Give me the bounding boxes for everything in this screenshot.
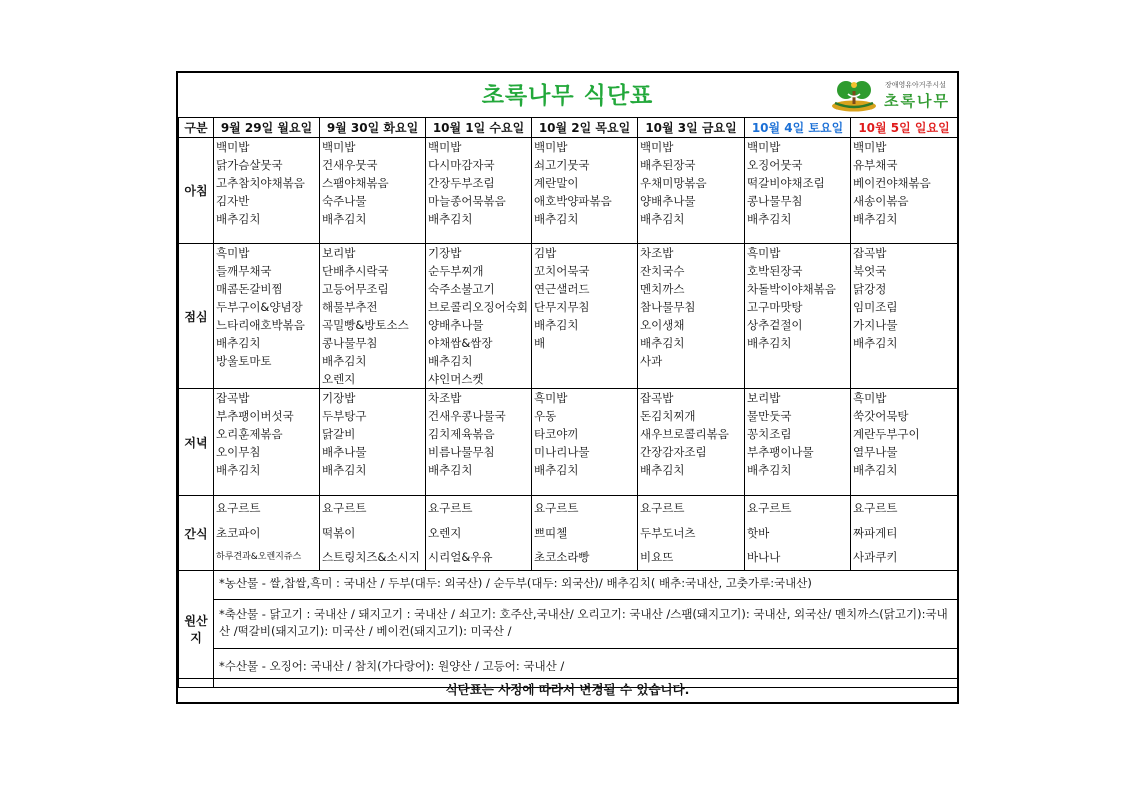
- menu-item: 흑미밥: [853, 391, 887, 405]
- origin-info: [214, 571, 958, 688]
- menu-item: 호박된장국: [747, 264, 803, 278]
- menu-item: 마늘종어묵볶음: [428, 194, 506, 208]
- menu-cell: [532, 244, 638, 389]
- menu-item: 시리얼&우유: [428, 550, 493, 565]
- menu-item: 쁘띠첼: [534, 525, 568, 540]
- tree-logo-icon: [829, 77, 879, 113]
- menu-item: 북엇국: [853, 264, 887, 278]
- origin-livestock: *축산물 - 닭고기 : 국내산 / 돼지고기 : 국내산 / 쇠고기: 호주산,국내산/ 오리고기: 국내산 /스팸(돼지고기): 국내산, 외국산/ 멘치까스(닭고기):국내산 /떡갈비(돼지고기): 미국산 / 베이컨(돼지고기): 미국산 /: [214, 599, 957, 648]
- day-header: 9월 30일 화요일: [320, 118, 426, 138]
- menu-item: 곡밀빵&방토소스: [322, 318, 409, 332]
- menu-item: 흑미밥: [216, 246, 250, 260]
- menu-item: 애호박양파볶음: [534, 194, 612, 208]
- page-title: 초록나무 식단표: [481, 83, 654, 109]
- menu-item: 배추김치: [853, 336, 898, 350]
- menu-cell: [851, 496, 958, 571]
- meal-row: [179, 389, 958, 496]
- menu-cell: [214, 389, 320, 496]
- logo: [829, 77, 953, 113]
- menu-item: 흑미밥: [747, 246, 781, 260]
- menu-item: 잡곡밥: [853, 246, 887, 260]
- menu-item: 핫바: [747, 525, 770, 540]
- meal-label: 저녁: [179, 389, 214, 496]
- logo-name: 초록나무: [884, 92, 950, 110]
- menu-cell: [745, 496, 851, 571]
- menu-item: 요구르트: [853, 501, 898, 515]
- meal-row: [179, 138, 958, 244]
- menu-item: 오이생채: [640, 318, 685, 332]
- menu-item: 연근샐러드: [534, 282, 590, 296]
- menu-item: 차조밥: [428, 391, 462, 405]
- menu-item: 배추김치: [853, 463, 898, 477]
- menu-item: 부추팽이버섯국: [216, 409, 294, 423]
- menu-item: 양배추나물: [640, 194, 696, 208]
- menu-item: 콩나물무침: [322, 336, 378, 350]
- day-header: 10월 2일 목요일: [532, 118, 638, 138]
- menu-item: 김치제육볶음: [428, 427, 495, 441]
- menu-item: 스팸야채볶음: [322, 176, 389, 190]
- menu-cell: [851, 389, 958, 496]
- menu-item: 사과쿠키: [853, 550, 898, 565]
- menu-item: 백미밥: [428, 140, 462, 154]
- menu-item: 백미밥: [853, 140, 887, 154]
- menu-item: 배추김치: [322, 463, 367, 477]
- menu-item: 다시마감자국: [428, 158, 495, 172]
- menu-item: 흑미밥: [534, 391, 568, 405]
- day-header: 10월 1일 수요일: [426, 118, 532, 138]
- menu-item: 배추김치: [534, 463, 579, 477]
- menu-cell: [851, 244, 958, 389]
- menu-item: 배추김치: [428, 212, 473, 226]
- menu-item: 참나물무침: [640, 300, 696, 314]
- menu-item: 하루견과&오렌지쥬스: [216, 552, 302, 563]
- menu-item: 가지나물: [853, 318, 898, 332]
- title-row: [178, 73, 957, 118]
- menu-item: 해물부추전: [322, 300, 378, 314]
- menu-item: 닭강정: [853, 282, 887, 296]
- menu-item: 백미밥: [322, 140, 356, 154]
- menu-item: 기장밥: [322, 391, 356, 405]
- origin-label: 원산지: [179, 571, 214, 688]
- menu-item: 닭가슴살뭇국: [216, 158, 283, 172]
- menu-item: 오리훈제볶음: [216, 427, 283, 441]
- menu-item: 잡곡밥: [640, 391, 674, 405]
- menu-item: 야채쌈&쌈장: [428, 336, 493, 350]
- menu-item: 부추팽이나물: [747, 445, 814, 459]
- menu-item: 떡갈비야채조림: [747, 176, 825, 190]
- meal-row: [179, 244, 958, 389]
- menu-item: 바나나: [747, 550, 781, 565]
- menu-cell: [532, 389, 638, 496]
- corner-label: 구분: [179, 118, 214, 138]
- menu-item: 백미밥: [534, 140, 568, 154]
- menu-item: 요구르트: [322, 501, 367, 515]
- day-header: 10월 4일 토요일: [745, 118, 851, 138]
- menu-item: 보리밥: [322, 246, 356, 260]
- menu-item: 배추김치: [640, 463, 685, 477]
- menu-cell: [638, 244, 745, 389]
- menu-item: 김자반: [216, 194, 250, 208]
- menu-item: 오징어뭇국: [747, 158, 803, 172]
- menu-cell: [532, 138, 638, 244]
- menu-item: 단무지무침: [534, 300, 590, 314]
- menu-item: 꽁치조림: [747, 427, 792, 441]
- menu-item: 배추김치: [534, 318, 579, 332]
- menu-item: 오이무침: [216, 445, 261, 459]
- meal-label: 간식: [179, 496, 214, 571]
- menu-item: 베이컨야채볶음: [853, 176, 931, 190]
- menu-item: 느타리애호박볶음: [216, 318, 305, 332]
- menu-item: 사과: [640, 354, 663, 368]
- menu-item: 배추김치: [216, 463, 261, 477]
- menu-item: 배추나물: [322, 445, 367, 459]
- menu-item: 임미조림: [853, 300, 898, 314]
- menu-item: 순두부찌개: [428, 264, 484, 278]
- menu-item: 상추겉절이: [747, 318, 803, 332]
- menu-item: 잔치국수: [640, 264, 685, 278]
- day-header: 10월 3일 금요일: [638, 118, 745, 138]
- menu-item: 쑥갓어묵탕: [853, 409, 909, 423]
- menu-item: 배추김치: [216, 212, 261, 226]
- menu-item: 차돌박이야채볶음: [747, 282, 836, 296]
- menu-item: 배추김치: [322, 212, 367, 226]
- menu-item: 숙주나물: [322, 194, 367, 208]
- menu-item: 쇠고기뭇국: [534, 158, 590, 172]
- menu-item: 요구르트: [747, 501, 792, 515]
- menu-item: 스트링치즈&소시지: [322, 550, 420, 565]
- menu-item: 계란두부구이: [853, 427, 920, 441]
- menu-item: 배추김치: [747, 463, 792, 477]
- origin-seafood: *수산물 - 오징어: 국내산 / 참치(가다랑어): 원양산 / 고등어: 국내산 /: [214, 648, 957, 675]
- menu-item: 떡볶이: [322, 525, 356, 540]
- menu-item: 배추김치: [640, 336, 685, 350]
- menu-item: 배추김치: [428, 463, 473, 477]
- day-header: 9월 29일 월요일: [214, 118, 320, 138]
- menu-item: 배추김치: [853, 212, 898, 226]
- menu-item: 숙주소불고기: [428, 282, 495, 296]
- logo-subtitle: 장애영유아거주시설: [885, 81, 946, 89]
- menu-item: 초코파이: [216, 525, 261, 540]
- menu-item: 양배추나물: [428, 318, 484, 332]
- menu-item: 오렌지: [322, 372, 356, 386]
- menu-item: 닭갈비: [322, 427, 356, 441]
- origin-agricultural: *농산물 - 쌀,찹쌀,흑미 : 국내산 / 두부(대두: 외국산) / 순두부(대두: 외국산)/ 배추김치( 배추:국내산, 고춧가루:국내산): [219, 576, 812, 591]
- menu-item: 매콤돈갈비찜: [216, 282, 283, 296]
- menu-item: 요구르트: [428, 501, 473, 515]
- menu-cell: [214, 244, 320, 389]
- menu-item: 잡곡밥: [216, 391, 250, 405]
- menu-item: 비요뜨: [640, 550, 674, 565]
- menu-item: 비름나물무침: [428, 445, 495, 459]
- menu-cell: [638, 496, 745, 571]
- menu-item: 배추김치: [747, 336, 792, 350]
- menu-item: 우동: [534, 409, 557, 423]
- menu-cell: [745, 244, 851, 389]
- menu-item: 간장두부조림: [428, 176, 495, 190]
- menu-item: 요구르트: [216, 501, 261, 515]
- meal-label: 점심: [179, 244, 214, 389]
- menu-item: 보리밥: [747, 391, 781, 405]
- menu-item: 물만둣국: [747, 409, 792, 423]
- menu-item: 유부채국: [853, 158, 898, 172]
- menu-item: 배추김치: [322, 354, 367, 368]
- menu-item: 고등어무조림: [322, 282, 389, 296]
- menu-cell: [638, 138, 745, 244]
- menu-item: 짜파게티: [853, 525, 898, 540]
- menu-item: 멘치까스: [640, 282, 685, 296]
- menu-cell: [745, 138, 851, 244]
- menu-item: 배추김치: [534, 212, 579, 226]
- menu-cell: [745, 389, 851, 496]
- menu-item: 백미밥: [747, 140, 781, 154]
- menu-item: 단배추시락국: [322, 264, 389, 278]
- menu-cell: [426, 138, 532, 244]
- menu-item: 샤인머스켓: [428, 372, 484, 386]
- menu-item: 건새우콩나물국: [428, 409, 506, 423]
- menu-sheet: [176, 71, 959, 704]
- menu-item: 배추된장국: [640, 158, 696, 172]
- menu-item: 브로콜리오징어숙회: [428, 300, 528, 314]
- menu-table: [178, 117, 958, 688]
- menu-item: 초코소라빵: [534, 550, 590, 565]
- menu-item: 미나리나물: [534, 445, 590, 459]
- menu-item: 두부구이&양념장: [216, 300, 303, 314]
- day-header: 10월 5일 일요일: [851, 118, 958, 138]
- menu-cell: [638, 389, 745, 496]
- menu-cell: [320, 244, 426, 389]
- menu-item: 고추참치야채볶음: [216, 176, 305, 190]
- menu-cell: [320, 496, 426, 571]
- menu-item: 열무나물: [853, 445, 898, 459]
- menu-item: 계란말이: [534, 176, 579, 190]
- day-header-row: [179, 118, 958, 138]
- menu-item: 기장밥: [428, 246, 462, 260]
- menu-item: 새송이볶음: [853, 194, 909, 208]
- menu-cell: [851, 138, 958, 244]
- menu-item: 요구르트: [534, 501, 579, 515]
- meal-body: [179, 138, 958, 571]
- menu-cell: [320, 389, 426, 496]
- menu-item: 간장감자조림: [640, 445, 707, 459]
- menu-item: 두부도너츠: [640, 525, 696, 540]
- meal-label: 아침: [179, 138, 214, 244]
- menu-item: 우채미망볶음: [640, 176, 707, 190]
- menu-item: 요구르트: [640, 501, 685, 515]
- menu-item: 배추김치: [216, 336, 261, 350]
- menu-cell: [426, 496, 532, 571]
- menu-item: 차조밥: [640, 246, 674, 260]
- menu-item: 건새우뭇국: [322, 158, 378, 172]
- menu-item: 방울토마토: [216, 354, 272, 368]
- menu-item: 두부탕구: [322, 409, 367, 423]
- menu-item: 들깨무채국: [216, 264, 272, 278]
- menu-item: 김밥: [534, 246, 557, 260]
- menu-item: 새우브로콜리볶음: [640, 427, 729, 441]
- menu-cell: [320, 138, 426, 244]
- menu-item: 배추김치: [428, 354, 473, 368]
- change-notice: 식단표는 사정에 따라서 변경될 수 있습니다.: [178, 678, 957, 702]
- meal-row: [179, 496, 958, 571]
- menu-cell: [532, 496, 638, 571]
- menu-item: 배: [534, 336, 546, 350]
- menu-cell: [426, 389, 532, 496]
- menu-item: 콩나물무침: [747, 194, 803, 208]
- menu-cell: [214, 496, 320, 571]
- menu-item: 백미밥: [216, 140, 250, 154]
- menu-item: 타코야끼: [534, 427, 579, 441]
- origin-row: [179, 571, 958, 688]
- menu-item: 고구마맛탕: [747, 300, 803, 314]
- menu-cell: [214, 138, 320, 244]
- menu-item: 오렌지: [428, 525, 462, 540]
- menu-item: 배추김치: [747, 212, 792, 226]
- menu-item: 꼬치어묵국: [534, 264, 590, 278]
- menu-item: 배추김치: [640, 212, 685, 226]
- menu-item: 돈김치찌개: [640, 409, 696, 423]
- menu-cell: [426, 244, 532, 389]
- menu-item: 백미밥: [640, 140, 674, 154]
